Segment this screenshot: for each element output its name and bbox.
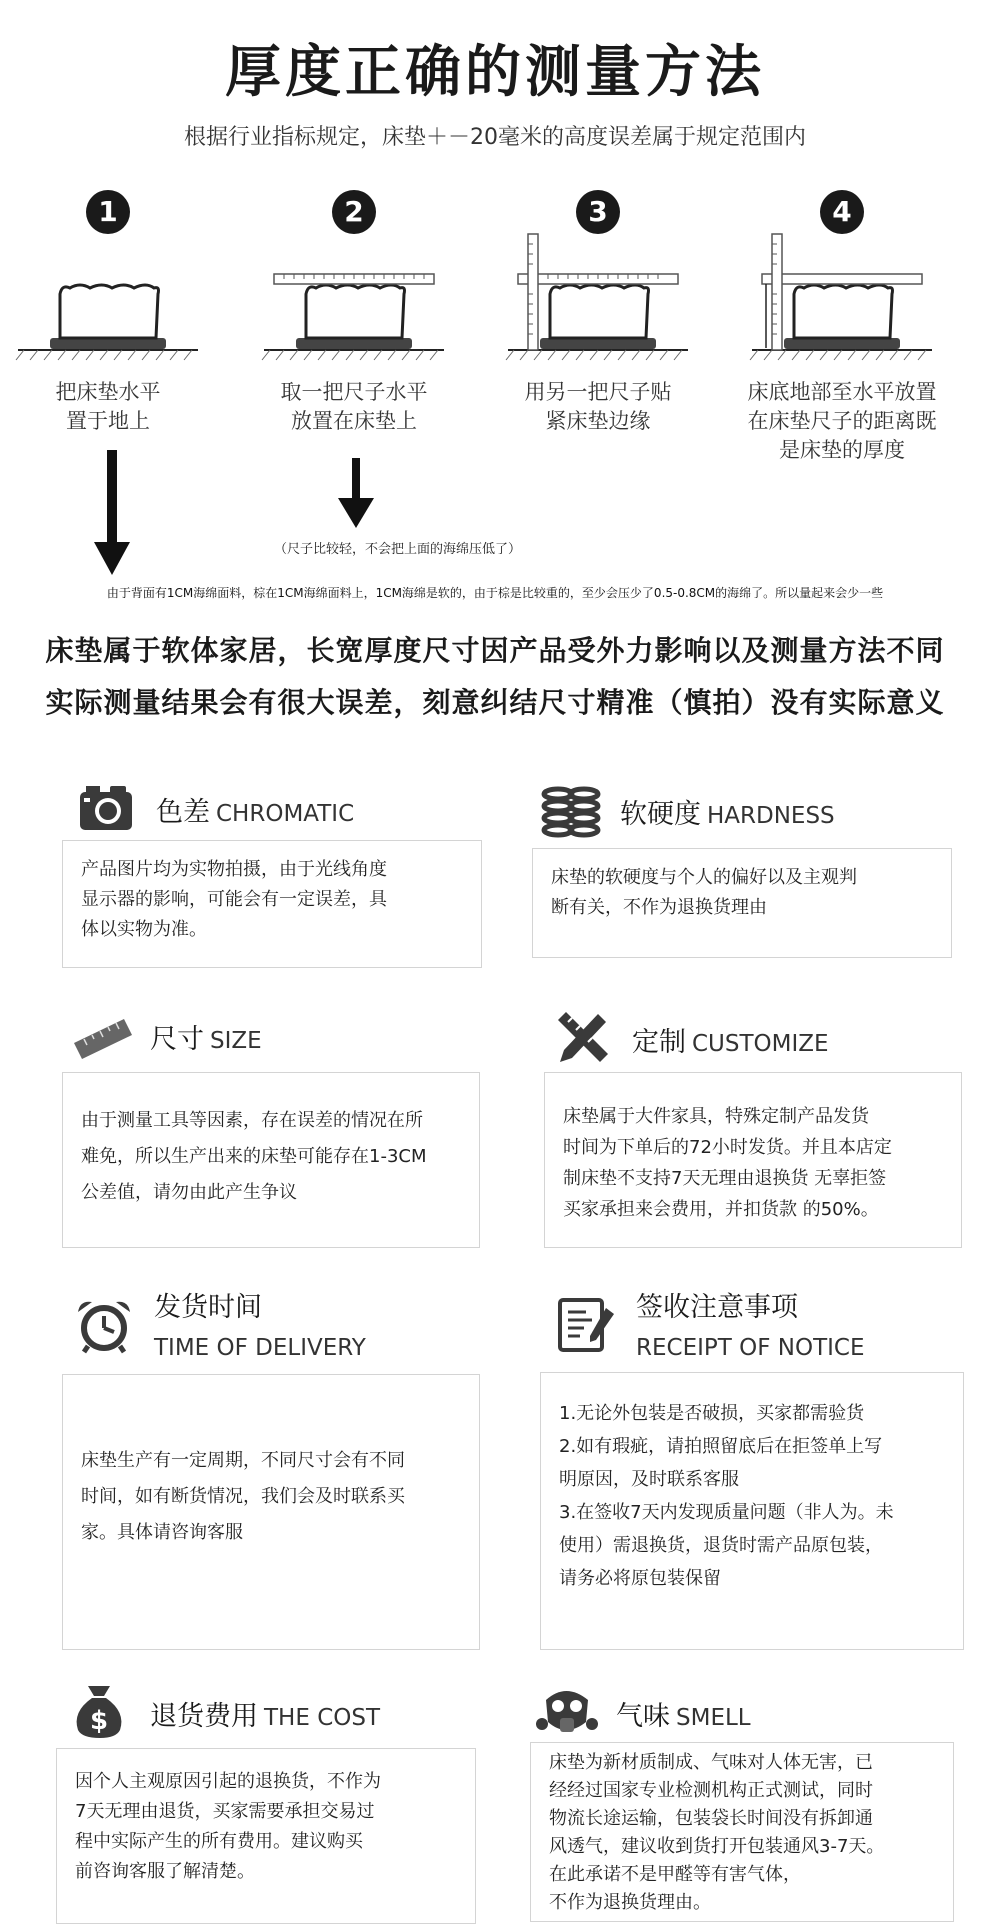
receipt-title: 签收注意事项 RECEIPT OF NOTICE [636,1292,865,1361]
page-title: 厚度正确的测量方法 [225,40,765,105]
hardness-header [540,780,870,840]
smell-header [536,1682,876,1742]
cost-title: 退货费用 THE COST [150,1701,380,1732]
alarm-clock-icon [74,1296,136,1354]
ruler-note: （尺子比较轻，不会把上面的海绵压低了） [274,542,522,557]
step-2-text: 取一把尺子水平 放置在床垫上 [280,380,428,433]
step-3 [478,190,718,490]
hardness-box: 床垫的软硬度与个人的偏好以及主观判 断有关，不作为退换货理由 [532,848,952,958]
springs-icon [540,780,602,838]
size-header [70,1005,400,1065]
step-3-number: 3 [576,190,620,234]
size-title: 尺寸 SIZE [150,1024,262,1055]
ruler-icon [70,1005,132,1063]
step-2-number: 2 [332,190,376,234]
down-arrow-small-icon [338,458,374,528]
step-1-number: 1 [86,190,130,234]
foam-note: 由于背面有1CM海绵面料，棕在1CM海绵面料上，1CM海绵是软的，由于棕是比较重的，至少会压少了0.5-0.8CM的海绵了。所以量起来会少一些 [106,586,884,600]
step-3-text: 用另一把尺子贴 紧床垫边缘 [524,380,672,433]
mattress-on-floor-icon [0,210,228,380]
chromatic-title: 色差 CHROMATIC [156,797,355,828]
tablet-pen-icon [556,1296,618,1354]
customize-box: 床垫属于大件家具，特殊定制产品发货 时间为下单后的72小时发货。并且本店定 制床垫不支持7天无理由退换货 无辜拒签 买家承担来会费用，并扣货款 的50%。 [544,1072,962,1248]
chromatic-box: 产品图片均为实物拍摄，由于光线角度 显示器的影响，可能会有一定误差，具 体以实物为准。 [62,840,482,968]
step-1-text: 把床垫水平 置于地上 [55,380,161,433]
mattress-with-ruler-icon [234,210,474,380]
down-arrow-large-icon [94,450,130,575]
step-4-text: 床底地部至水平放置 在床垫尺子的距离既 是床垫的厚度 [747,380,937,462]
smell-box: 床垫为新材质制成、气味对人体无害，已 经经过国家专业检测机构正式测试，同时 物流长途运输，包装袋长时间没有拆卸通 风透气，建议收到货打开包装通风3-7天。 在此承诺不是甲醛等有害气体， 不作为退换货理由。 [530,1742,954,1922]
chromatic-header [76,778,406,838]
cost-header [70,1682,430,1742]
step-4 [722,190,962,490]
mattress-measure-thickness-icon [722,210,962,380]
customize-title: 定制 CUSTOMIZE [632,1027,829,1058]
svg-text:$: $ [89,1706,109,1736]
hardness-title: 软硬度 HARDNESS [620,799,835,830]
step-2 [234,190,474,490]
receipt-box: 1.无论外包装是否破损，买家都需验货 2.如有瑕疵，请拍照留底后在拒签单上写 明原因，及时联系客服 3.在签收7天内发现质量问题（非人为。未 使用）需退换货，退货时需产品原包装， 请务必将原包装保留 [540,1372,964,1650]
camera-icon [76,778,138,836]
delivery-box: 床垫生产有一定周期，不同尺寸会有不同 时间，如有断货情况，我们会及时联系买 家。具体请咨询客服 [62,1374,480,1650]
disclaimer-statement: 床垫属于软体家居，长宽厚度尺寸因产品受外力影响以及测量方法不同 实际测量结果会有很大误差，刻意纠结尺寸精准（慎拍）没有实际意义 [45,634,945,719]
mattress-two-rulers-icon [478,210,718,380]
delivery-header [74,1292,414,1361]
pencil-ruler-icon [552,1008,614,1066]
gas-mask-icon [536,1682,598,1740]
step-4-number: 4 [820,190,864,234]
money-bag-icon [70,1682,132,1740]
customize-header [552,1008,882,1068]
cost-box: 因个人主观原因引起的退换货，不作为 7天无理由退货，买家需要承担交易过 程中实际产生的所有费用。建议购买 前咨询客服了解清楚。 [56,1748,476,1924]
receipt-header [556,1292,896,1361]
delivery-title: 发货时间 TIME OF DELIVERY [154,1292,366,1361]
page-subtitle: 根据行业指标规定，床垫＋－20毫米的高度误差属于规定范围内 [184,125,806,150]
size-box: 由于测量工具等因素，存在误差的情况在所 难免，所以生产出来的床垫可能存在1-3CM 公差值，请勿由此产生争议 [62,1072,480,1248]
step-1 [0,190,228,490]
smell-title: 气味 SMELL [616,1701,751,1732]
